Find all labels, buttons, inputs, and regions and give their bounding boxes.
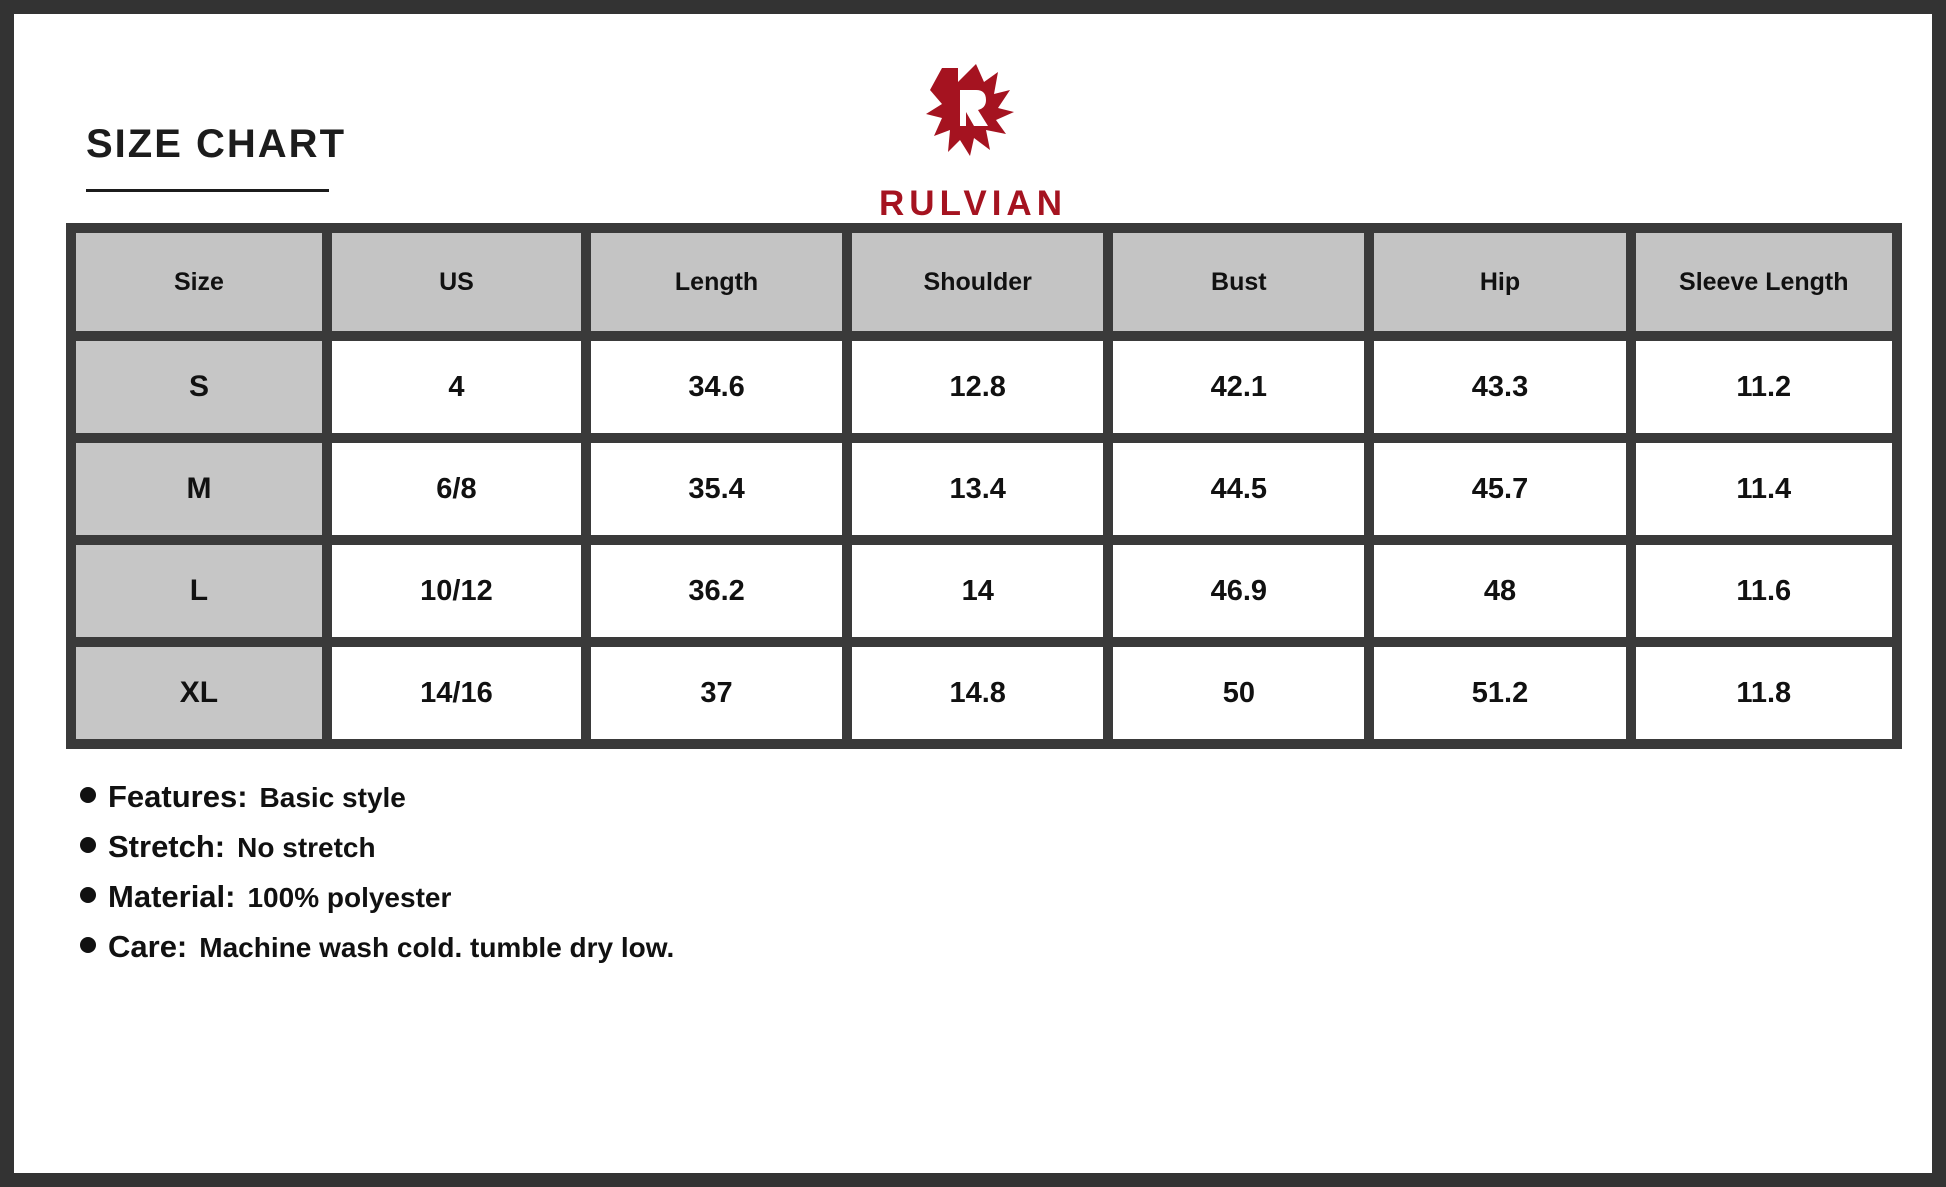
cell-bust: 44.5 [1108, 438, 1369, 540]
cell-length: 34.6 [586, 336, 847, 438]
cell-shoulder: 14 [847, 540, 1108, 642]
note-label-material: Material: [108, 879, 236, 914]
cell-shoulder: 12.8 [847, 336, 1108, 438]
cell-size: S [71, 336, 327, 438]
cell-us: 14/16 [327, 642, 586, 744]
column-header-sleeve-length: Sleeve Length [1631, 228, 1897, 336]
cell-us: 6/8 [327, 438, 586, 540]
list-item [80, 929, 1880, 965]
cell-sleeve-length: 11.2 [1631, 336, 1897, 438]
note-label-stretch: Stretch: [108, 829, 226, 864]
cell-shoulder: 13.4 [847, 438, 1108, 540]
note-value-care: Machine wash cold. tumble dry low. [199, 932, 675, 963]
cell-us: 10/12 [327, 540, 586, 642]
list-item [80, 879, 1880, 915]
column-header-shoulder: Shoulder [847, 228, 1108, 336]
cell-shoulder: 14.8 [847, 642, 1108, 744]
note-label-features: Features: [108, 779, 248, 814]
size-table [66, 223, 1902, 749]
page-title: SIZE CHART [86, 122, 346, 166]
column-header-us: US [327, 228, 586, 336]
cell-length: 37 [586, 642, 847, 744]
cell-sleeve-length: 11.4 [1631, 438, 1897, 540]
note-label-care: Care: [108, 929, 188, 964]
table-row [71, 336, 1897, 438]
cell-hip: 43.3 [1369, 336, 1630, 438]
bullet-icon [80, 787, 96, 803]
column-header-length: Length [586, 228, 847, 336]
rulvian-r-logo-icon [898, 60, 1048, 180]
cell-hip: 45.7 [1369, 438, 1630, 540]
cell-bust: 50 [1108, 642, 1369, 744]
table-row [71, 438, 1897, 540]
note-value-features: Basic style [259, 782, 406, 813]
brand-name: RULVIAN [879, 184, 1067, 223]
cell-length: 36.2 [586, 540, 847, 642]
cell-size: XL [71, 642, 327, 744]
cell-sleeve-length: 11.6 [1631, 540, 1897, 642]
cell-us: 4 [327, 336, 586, 438]
bullet-icon [80, 887, 96, 903]
cell-length: 35.4 [586, 438, 847, 540]
notes-list [66, 779, 1880, 965]
column-header-size: Size [71, 228, 327, 336]
list-item [80, 779, 1880, 815]
column-header-hip: Hip [1369, 228, 1630, 336]
table-header-row [71, 228, 1897, 336]
cell-size: L [71, 540, 327, 642]
bullet-icon [80, 937, 96, 953]
table-row [71, 540, 1897, 642]
size-table-wrap [66, 223, 1880, 749]
table-row [71, 642, 1897, 744]
cell-sleeve-length: 11.8 [1631, 642, 1897, 744]
column-header-bust: Bust [1108, 228, 1369, 336]
cell-bust: 46.9 [1108, 540, 1369, 642]
cell-bust: 42.1 [1108, 336, 1369, 438]
bullet-icon [80, 837, 96, 853]
cell-hip: 48 [1369, 540, 1630, 642]
list-item [80, 829, 1880, 865]
page-inner [14, 14, 1932, 1173]
note-value-stretch: No stretch [237, 832, 376, 863]
cell-hip: 51.2 [1369, 642, 1630, 744]
brand-block [66, 60, 1880, 224]
cell-size: M [71, 438, 327, 540]
document-header [66, 42, 1880, 223]
note-value-material: 100% polyester [247, 882, 452, 913]
